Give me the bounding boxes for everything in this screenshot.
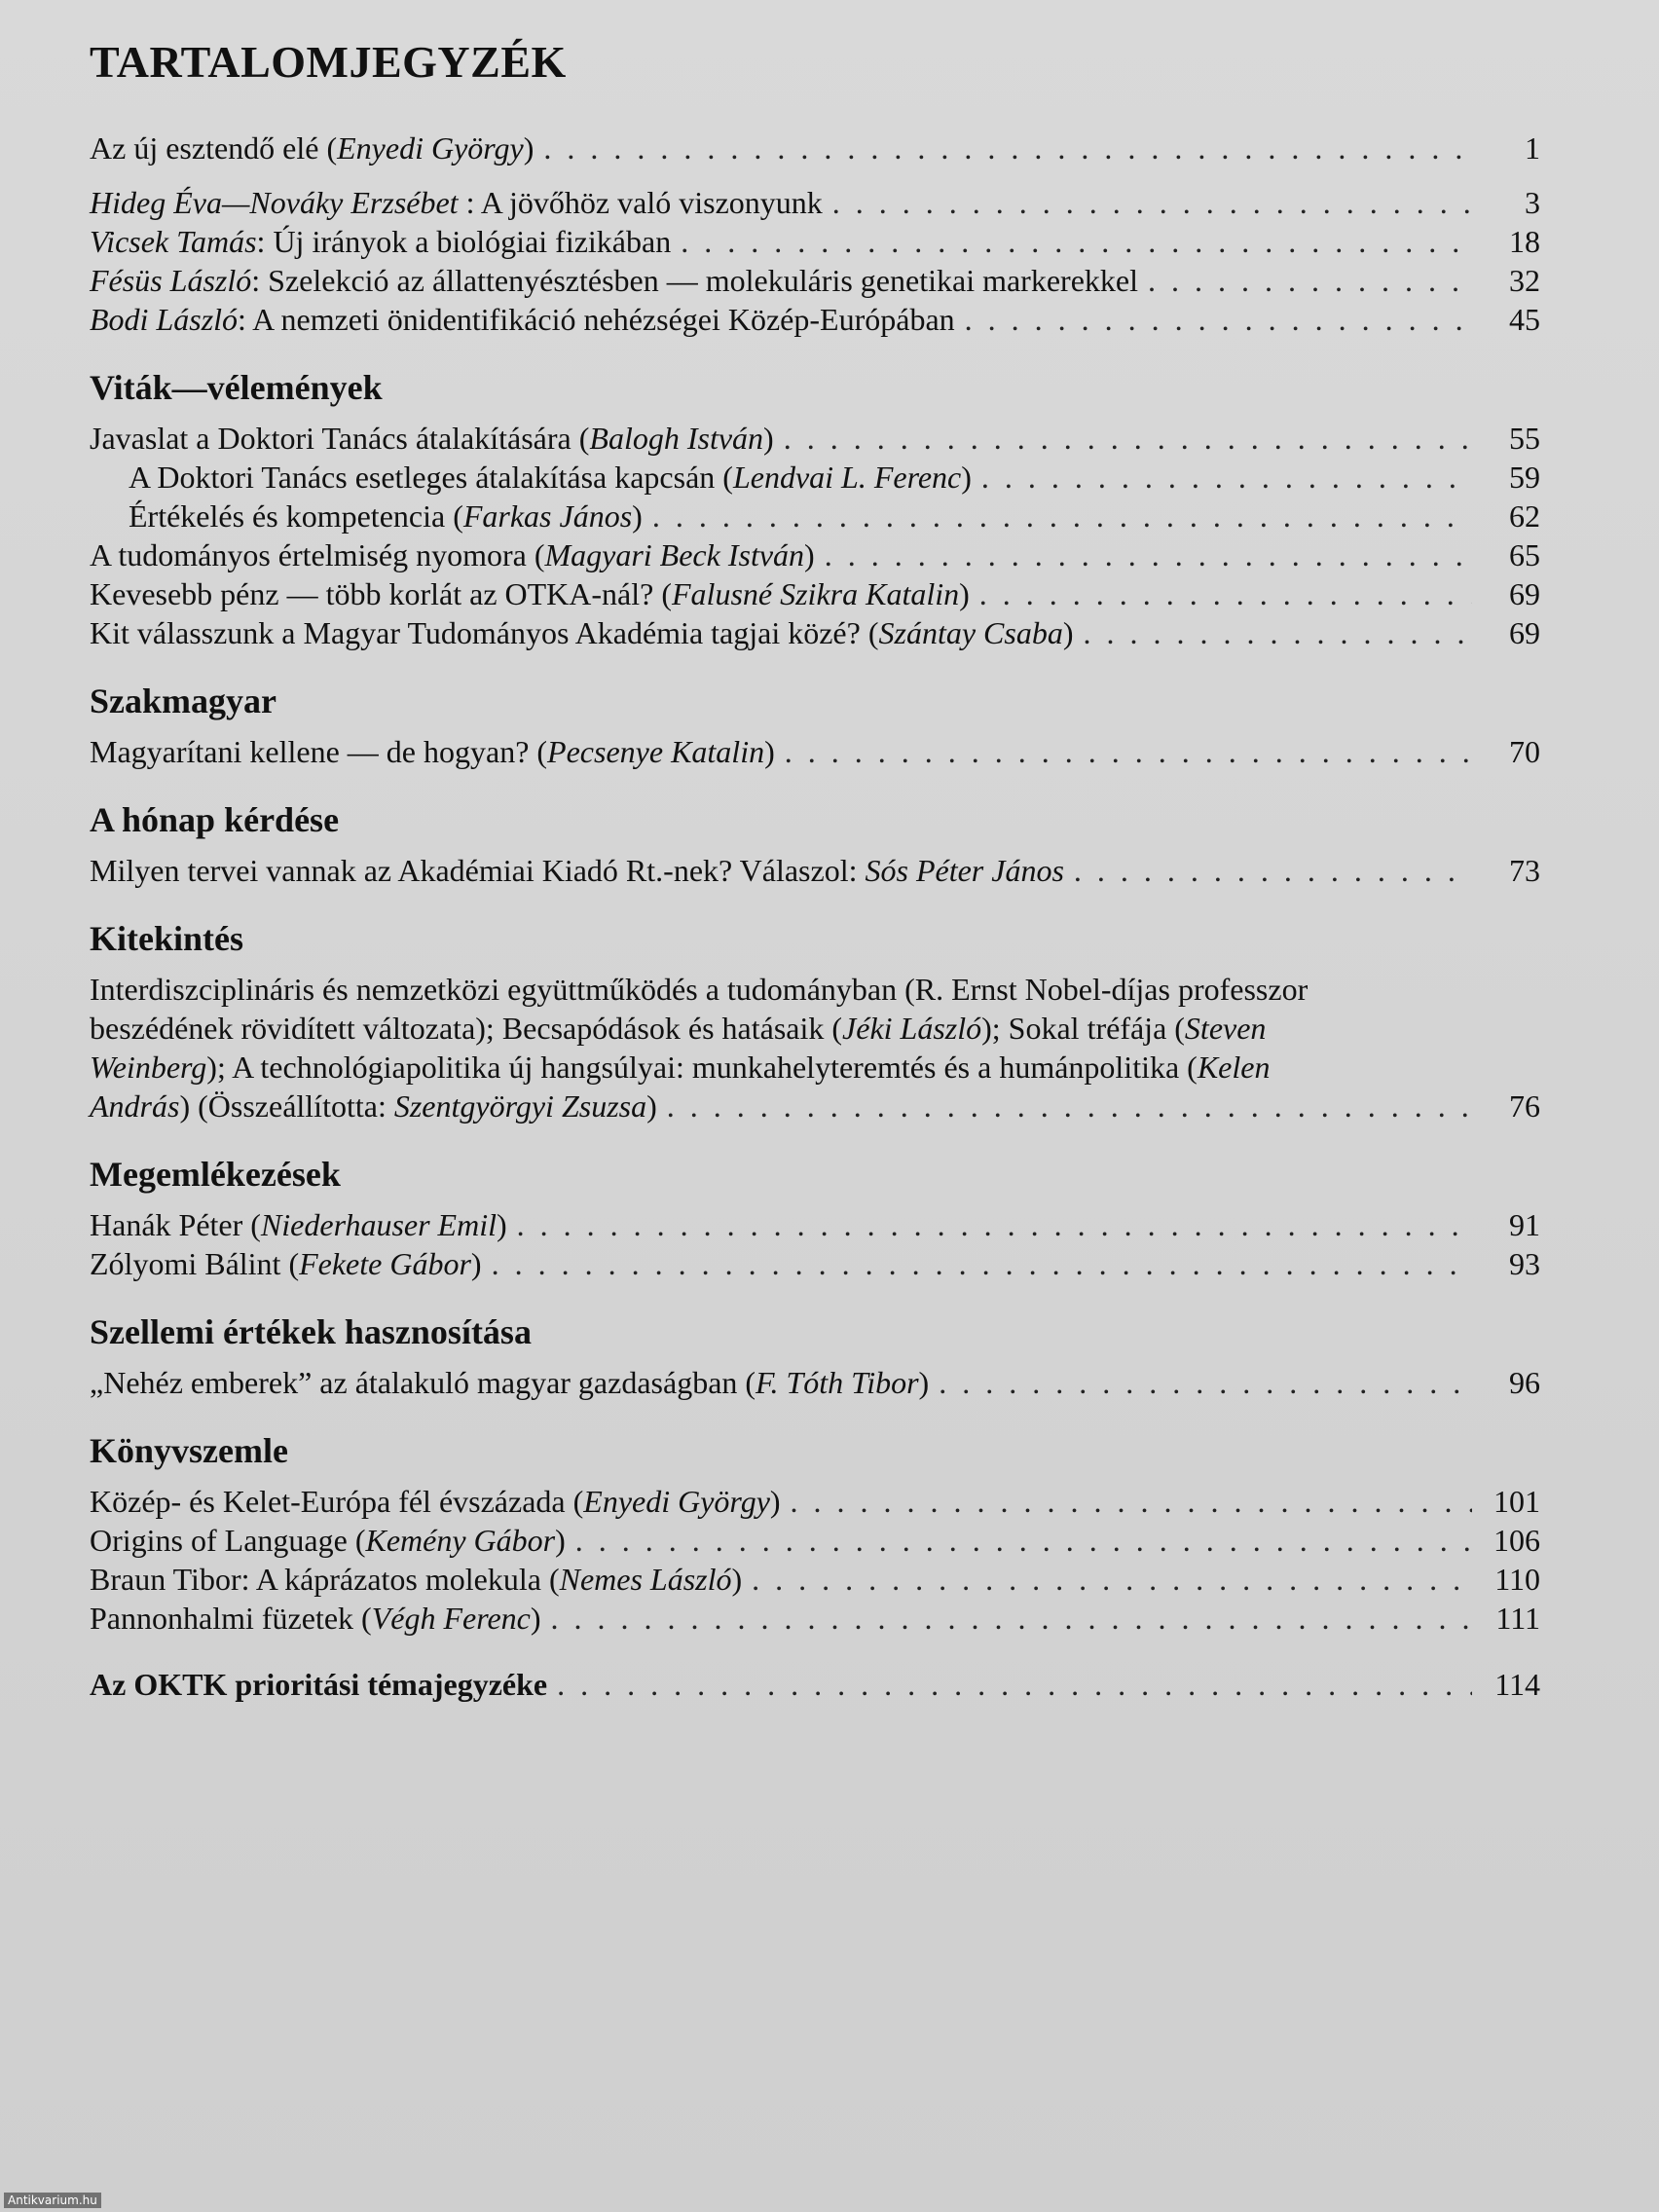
leader-dots: [752, 1560, 1472, 1599]
entry-author: Jéki László: [842, 1011, 982, 1046]
leader-dots: [551, 1599, 1472, 1638]
leader-dots: [1148, 261, 1472, 300]
entry-text: : A jövőhöz való viszonyunk: [458, 185, 823, 220]
entry-author: Kelen: [1197, 1050, 1271, 1085]
page-number: 111: [1495, 1601, 1540, 1636]
entry-text: Kit válasszunk a Magyar Tudományos Akadémia tagjai közé? (: [90, 615, 879, 650]
entry-text: ): [530, 1601, 541, 1636]
entry-text: ): [731, 1562, 743, 1597]
entry-author: Fekete Gábor: [299, 1246, 471, 1281]
toc-entry: [90, 183, 1540, 222]
toc-entry: [90, 300, 1540, 339]
entry-text: ); Sokal tréfája (: [981, 1011, 1185, 1046]
entry-author: Farkas János: [462, 498, 633, 534]
entry-author: Magyari Beck István: [544, 537, 805, 572]
leader-dots: [1074, 851, 1472, 890]
entry-text: Értékelés és kompetencia (: [129, 498, 463, 534]
page-number: 101: [1493, 1484, 1540, 1519]
sections-group-1: [90, 366, 1540, 890]
entry-text: A Doktori Tanács esetleges átalakítása kapcsán (: [129, 460, 733, 495]
toc-section: [90, 1310, 1540, 1402]
leader-dots: [981, 458, 1472, 497]
toc-entry: [90, 497, 1540, 535]
toc-section: [90, 680, 1540, 771]
page-number: 106: [1493, 1523, 1540, 1558]
entry-text: Milyen tervei vannak az Akadémiai Kiadó Rt.-nek? Válaszol:: [90, 853, 866, 888]
entry-author: F. Tóth Tibor: [756, 1365, 919, 1400]
leader-dots: [492, 1244, 1472, 1283]
watermark: Antikvarium.hu: [4, 2193, 101, 2208]
page-number: 93: [1509, 1246, 1540, 1281]
page-number: 69: [1509, 615, 1540, 650]
section-heading: Kitekintés: [90, 919, 243, 958]
entry-text: ): [959, 576, 970, 611]
section-heading: Szakmagyar: [90, 682, 276, 720]
toc-section: [90, 798, 1540, 890]
leader-dots: [517, 1205, 1472, 1244]
page-number: 59: [1509, 460, 1540, 495]
entry-text: ): [523, 130, 535, 166]
section-heading: Viták—vélemények: [90, 368, 383, 407]
entry-author: Végh Ferenc: [371, 1601, 531, 1636]
final-entry: [90, 1665, 1540, 1704]
entry-text: ): [918, 1365, 930, 1400]
entry-text: A tudományos értelmiség nyomora (: [90, 537, 545, 572]
leader-dots: [667, 1087, 1472, 1125]
leader-dots: [543, 129, 1472, 167]
section-heading: Könyvszemle: [90, 1431, 288, 1470]
entry-text: Braun Tibor: A káprázatos molekula (: [90, 1562, 560, 1597]
toc-entry: [90, 1599, 1540, 1638]
entry-text: ): [763, 421, 774, 456]
page-number: 1: [1525, 130, 1540, 166]
section-heading: Megemlékezések: [90, 1155, 341, 1194]
entry-text: Interdiszciplináris és nemzetközi együttműködés a tudományban (R. Ernst Nobel-díjas professzor: [90, 972, 1309, 1007]
entry-line: [90, 1048, 1540, 1087]
entry-author: Weinberg: [90, 1050, 207, 1085]
entry-text: ): [764, 734, 775, 769]
entry-text: Kevesebb pénz — több korlát az OTKA-nál? (: [90, 576, 672, 611]
page-number: 45: [1509, 302, 1540, 337]
leader-dots: [939, 1363, 1472, 1402]
entry-text: Magyarítani kellene — de hogyan? (: [90, 734, 548, 769]
toc-entry: [90, 574, 1540, 613]
page-number: 70: [1509, 734, 1540, 769]
entry-author: Enyedi György: [583, 1484, 770, 1519]
page-number: 96: [1509, 1365, 1540, 1400]
entry-text: „Nehéz emberek” az átalakuló magyar gazdaságban (: [90, 1365, 756, 1400]
entry-author: Niederhauser Emil: [260, 1207, 497, 1242]
toc-entry: [90, 1363, 1540, 1402]
page-number: 69: [1509, 576, 1540, 611]
leader-dots: [785, 732, 1472, 771]
toc-entry: [90, 535, 1540, 574]
page-number: 55: [1509, 421, 1540, 456]
page-number: 76: [1509, 1088, 1540, 1124]
entry-text: Közép- és Kelet-Európa fél évszázada (: [90, 1484, 584, 1519]
entry-line: [90, 1087, 1540, 1125]
entry-text: ): [961, 460, 972, 495]
page-number: 110: [1494, 1562, 1540, 1597]
multiline-entry: [90, 970, 1540, 1125]
page-number: 73: [1509, 853, 1540, 888]
entry-text: : A nemzeti önidentifikáció nehézségei Közép-Európában: [238, 302, 955, 337]
leader-dots: [825, 535, 1472, 574]
toc-entry: [90, 1521, 1540, 1560]
entry-text: Pannonhalmi füzetek (: [90, 1601, 372, 1636]
toc-entry: [90, 1205, 1540, 1244]
entry-text: Zólyomi Bálint (: [90, 1246, 300, 1281]
entry-author: Balogh István: [589, 421, 764, 456]
entry-text: beszédének rövidített változata); Becsapódások és hatásaik (: [90, 1011, 843, 1046]
entry-author: Sós Péter János: [865, 853, 1064, 888]
section-heading: A hónap kérdése: [90, 800, 340, 839]
toc-section: [90, 1153, 1540, 1283]
entry-text: ): [632, 498, 643, 534]
leader-dots: [784, 419, 1472, 458]
leader-dots: [681, 222, 1472, 261]
entry-text: Az OKTK prioritási témajegyzéke: [90, 1667, 548, 1702]
entry-author: Pecsenye Katalin: [547, 734, 765, 769]
page-number: 65: [1509, 537, 1540, 572]
entry-author: Szentgyörgyi Zsuzsa: [393, 1088, 647, 1124]
entry-author: Nemes László: [559, 1562, 732, 1597]
entry-author: Steven: [1184, 1011, 1267, 1046]
leader-dots: [791, 1482, 1472, 1521]
entry-text: Javaslat a Doktori Tanács átalakítására (: [90, 421, 590, 456]
leader-dots: [1083, 613, 1472, 652]
page-number: 91: [1509, 1207, 1540, 1242]
sections-group-2: [90, 1153, 1540, 1638]
leader-dots: [832, 183, 1472, 222]
entry-text: ) (Összeállította:: [179, 1088, 394, 1124]
entry-author: Lendvai L. Ferenc: [732, 460, 962, 495]
leader-dots: [557, 1665, 1472, 1704]
entry-text: ): [1062, 615, 1074, 650]
toc-entry: [90, 129, 1540, 167]
table-of-contents: [90, 35, 1540, 1731]
entry-author: Szántay Csaba: [878, 615, 1063, 650]
entry-text: : Új irányok a biológiai fizikában: [256, 224, 672, 259]
entry-text: ): [496, 1207, 507, 1242]
toc-entry: [90, 1244, 1540, 1283]
section-heading: Szellemi értékek hasznosítása: [90, 1312, 532, 1351]
toc-entry: [90, 1482, 1540, 1521]
page-number: 62: [1509, 498, 1540, 534]
entry-author: Kemény Gábor: [365, 1523, 556, 1558]
entry-text: Origins of Language (: [90, 1523, 366, 1558]
final-section: [90, 1665, 1540, 1704]
entry-line: [90, 970, 1540, 1009]
toc-entry: [90, 222, 1540, 261]
toc-entry: [90, 458, 1540, 497]
entry-line: [90, 1009, 1540, 1048]
entry-author: Fésüs László: [90, 263, 252, 298]
page-number: 18: [1509, 224, 1540, 259]
entry-text: ): [470, 1246, 482, 1281]
entry-author: Vicsek Tamás: [90, 224, 257, 259]
entry-author: András: [90, 1088, 180, 1124]
leader-dots: [575, 1521, 1472, 1560]
leader-dots: [979, 574, 1472, 613]
page-number: 32: [1509, 263, 1540, 298]
entry-text: ): [555, 1523, 566, 1558]
entry-author: Falusné Szikra Katalin: [672, 576, 960, 611]
entry-text: ): [646, 1088, 657, 1124]
entry-author: Bodi László: [90, 302, 239, 337]
entry-text: : Szelekció az állattenyésztésben — molekuláris genetikai markerekkel: [251, 263, 1138, 298]
toc-entry: [90, 613, 1540, 652]
leader-dots: [965, 300, 1472, 339]
entry-text: Hanák Péter (: [90, 1207, 261, 1242]
page-title: TARTALOMJEGYZÉK: [90, 37, 567, 87]
entry-text: ): [804, 537, 815, 572]
entry-author: Hideg Éva—Nováky Erzsébet: [90, 185, 459, 220]
entry-text: ): [769, 1484, 781, 1519]
entry-text: Az új esztendő elé (: [90, 130, 338, 166]
toc-entry: [90, 732, 1540, 771]
page-number: 114: [1494, 1667, 1540, 1702]
toc-entry: [90, 851, 1540, 890]
toc-section: [90, 366, 1540, 652]
toc-entry: [90, 1560, 1540, 1599]
toc-section: [90, 1429, 1540, 1638]
entry-text: ); A technológiapolitika új hangsúlyai: munkahelyteremtés és a humánpolitika (: [206, 1050, 1198, 1085]
page-number: 3: [1525, 185, 1540, 220]
intro-section: [90, 129, 1540, 339]
toc-entry: [90, 261, 1540, 300]
entry-author: Enyedi György: [337, 130, 524, 166]
section-kitekintes: [90, 917, 1540, 1125]
toc-entry: [90, 419, 1540, 458]
leader-dots: [652, 497, 1472, 535]
